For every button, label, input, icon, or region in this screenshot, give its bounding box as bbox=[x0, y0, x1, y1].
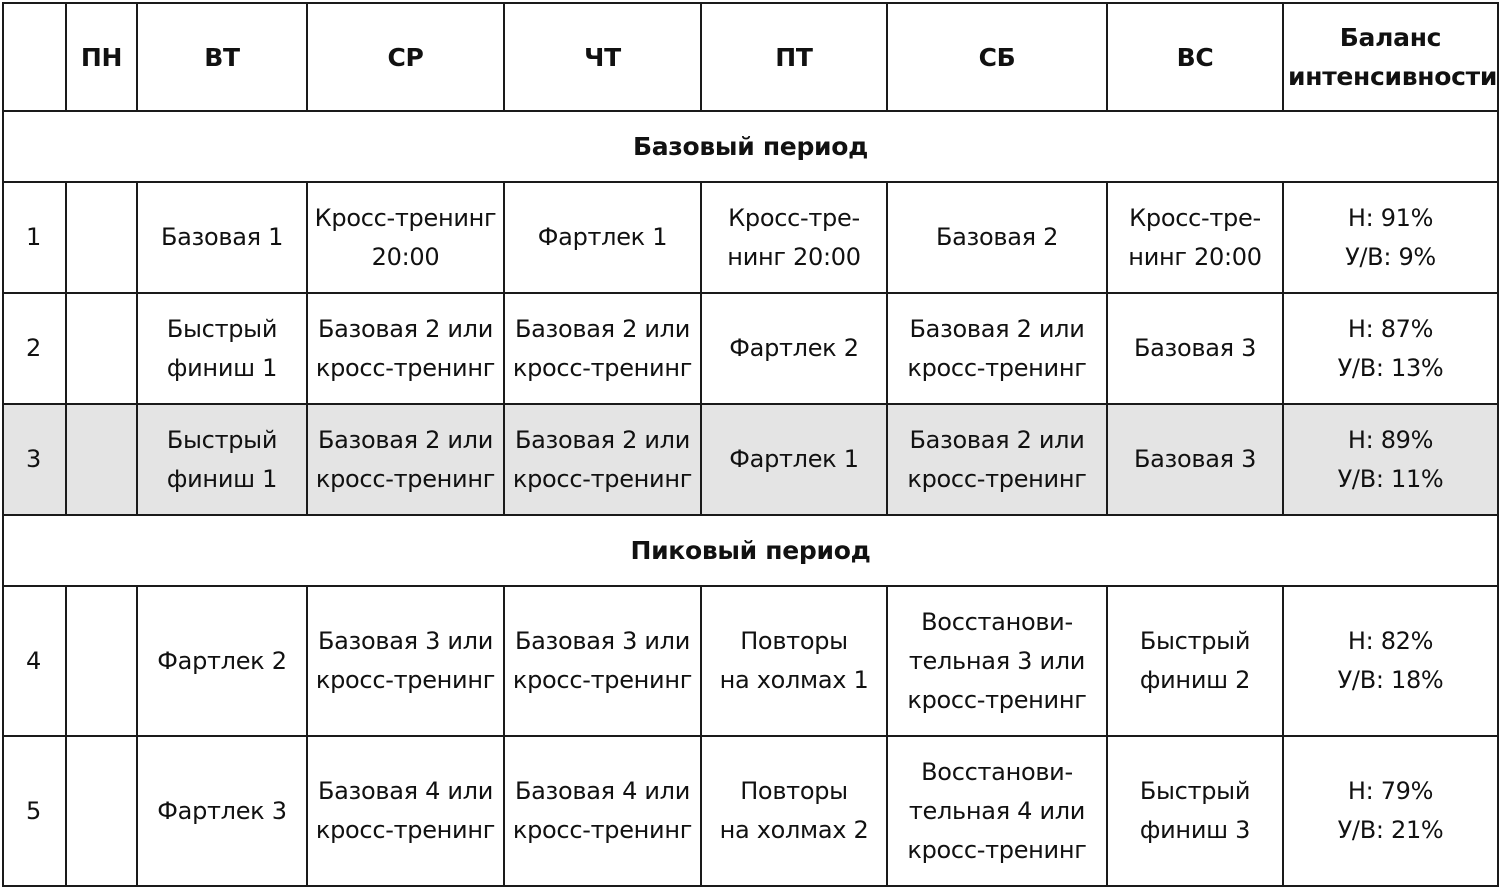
workout-line: Быстрый bbox=[1139, 627, 1251, 655]
header-day-fri: ПТ bbox=[701, 3, 887, 111]
week-number: 2 bbox=[3, 293, 66, 404]
header-week-cell bbox=[3, 3, 66, 111]
workout-line: Базовая 2 bbox=[935, 223, 1059, 251]
workout-line: Быстрый bbox=[1139, 777, 1251, 805]
workout-line: кросс-тренинг bbox=[315, 666, 496, 694]
workout-line: кросс-тренинг bbox=[907, 464, 1087, 493]
workout-line: Восстанови- bbox=[921, 607, 1073, 636]
workout-line: кросс-тренинг bbox=[315, 353, 496, 382]
workout-cell-thu bbox=[504, 293, 701, 404]
workout-line: кросс-тренинг bbox=[907, 685, 1087, 714]
intensity-balance-line: У/В: 9% bbox=[1345, 242, 1436, 271]
week-row-5 bbox=[3, 736, 1498, 886]
workout-line: финиш 1 bbox=[166, 464, 278, 493]
workout-cell-thu bbox=[504, 404, 701, 515]
intensity-balance-cell bbox=[1283, 586, 1498, 736]
workout-line: Восстанови- bbox=[921, 757, 1073, 786]
workout-cell-wed bbox=[307, 182, 504, 293]
intensity-balance-line: У/В: 11% bbox=[1337, 464, 1444, 493]
workout-cell-tue bbox=[137, 736, 307, 886]
workout-cell-sat bbox=[887, 586, 1107, 736]
week-number: 1 bbox=[3, 182, 66, 293]
workout-line: нинг 20:00 bbox=[1128, 242, 1262, 271]
workout-line: кросс-тренинг bbox=[907, 835, 1087, 864]
intensity-balance-line: У/В: 13% bbox=[1337, 353, 1444, 382]
workout-line: кросс-тренинг bbox=[512, 464, 693, 493]
workout-line: Базовая 2 или bbox=[909, 425, 1085, 454]
workout-line: Базовая 2 или bbox=[909, 314, 1085, 343]
header-day-tue: ВТ bbox=[137, 3, 307, 111]
workout-cell-sat bbox=[887, 736, 1107, 886]
workout-cell-wed bbox=[307, 736, 504, 886]
workout-line: кросс-тренинг bbox=[315, 464, 496, 493]
workout-line: Базовая 2 или bbox=[514, 425, 691, 454]
workout-cell-tue bbox=[137, 293, 307, 404]
workout-cell-tue bbox=[137, 404, 307, 515]
intensity-balance-cell bbox=[1283, 736, 1498, 886]
intensity-balance-line: Н: 89% bbox=[1347, 425, 1434, 454]
workout-cell-sun bbox=[1107, 182, 1283, 293]
week-row-1 bbox=[3, 182, 1498, 293]
workout-line: Повторы bbox=[740, 627, 848, 655]
header-day-wed: СР bbox=[307, 3, 504, 111]
workout-cell-wed bbox=[307, 586, 504, 736]
workout-cell-wed bbox=[307, 404, 504, 515]
header-balance-line: Баланс bbox=[1339, 23, 1442, 52]
workout-line: кросс-тренинг bbox=[512, 816, 693, 844]
workout-cell-fri bbox=[701, 586, 887, 736]
workout-cell-sat bbox=[887, 182, 1107, 293]
workout-cell-wed bbox=[307, 293, 504, 404]
workout-cell-tue bbox=[137, 586, 307, 736]
workout-line: Фартлек 1 bbox=[729, 445, 859, 473]
week-row-4 bbox=[3, 586, 1498, 736]
workout-cell-mon bbox=[66, 736, 137, 886]
section-row-base bbox=[3, 111, 1498, 182]
header-day-thu: ЧТ bbox=[504, 3, 701, 111]
workout-line: тельная 4 или bbox=[908, 796, 1086, 825]
workout-line: Кросс-тре- bbox=[1129, 203, 1261, 232]
workout-line: Кросс-тре- bbox=[728, 203, 860, 232]
workout-cell-thu bbox=[504, 586, 701, 736]
intensity-balance-line: Н: 87% bbox=[1347, 314, 1434, 343]
workout-line: Базовая 3 bbox=[1133, 334, 1257, 362]
week-number: 5 bbox=[3, 736, 66, 886]
section-title-peak: Пиковый период bbox=[3, 515, 1498, 586]
intensity-balance-line: Н: 82% bbox=[1347, 627, 1434, 655]
intensity-balance-line: У/В: 18% bbox=[1337, 666, 1444, 694]
workout-line: Фартлек 2 bbox=[729, 334, 859, 362]
workout-line: кросс-тренинг bbox=[907, 353, 1087, 382]
workout-line: Фартлек 1 bbox=[537, 223, 668, 251]
workout-cell-sat bbox=[887, 404, 1107, 515]
week-number: 4 bbox=[3, 586, 66, 736]
workout-line: Быстрый bbox=[166, 425, 278, 454]
workout-line: Базовая 2 или bbox=[514, 314, 691, 343]
workout-line: Базовая 3 или bbox=[317, 627, 494, 655]
intensity-balance-cell bbox=[1283, 404, 1498, 515]
workout-cell-sun bbox=[1107, 404, 1283, 515]
header-row bbox=[3, 3, 1498, 111]
workout-cell-mon bbox=[66, 293, 137, 404]
workout-line: Базовая 4 или bbox=[514, 777, 691, 805]
workout-cell-sun bbox=[1107, 736, 1283, 886]
intensity-balance-cell bbox=[1283, 293, 1498, 404]
workout-line: финиш 3 bbox=[1139, 816, 1251, 844]
workout-cell-fri bbox=[701, 182, 887, 293]
header-balance bbox=[1283, 3, 1498, 111]
week-row-3 bbox=[3, 404, 1498, 515]
intensity-balance-line: У/В: 21% bbox=[1337, 816, 1444, 844]
workout-line: кросс-тренинг bbox=[512, 353, 693, 382]
workout-line: Базовая 2 или bbox=[317, 425, 494, 454]
header-day-sat: СБ bbox=[887, 3, 1107, 111]
section-row-peak bbox=[3, 515, 1498, 586]
workout-line: нинг 20:00 bbox=[727, 242, 861, 271]
workout-line: Быстрый bbox=[166, 314, 278, 343]
header-balance-line: интенсивности bbox=[1288, 62, 1498, 91]
training-plan-table bbox=[2, 2, 1499, 887]
workout-cell-fri bbox=[701, 736, 887, 886]
intensity-balance-line: Н: 79% bbox=[1347, 777, 1434, 805]
workout-line: Базовая 4 или bbox=[317, 777, 494, 805]
workout-line: кросс-тренинг bbox=[512, 666, 693, 694]
workout-cell-thu bbox=[504, 182, 701, 293]
workout-line: Базовая 3 bbox=[1133, 445, 1257, 473]
workout-line: Базовая 1 bbox=[160, 223, 284, 251]
header-day-mon: ПН bbox=[66, 3, 137, 111]
section-title-base: Базовый период bbox=[3, 111, 1498, 182]
workout-cell-fri bbox=[701, 293, 887, 404]
header-day-sun: ВС bbox=[1107, 3, 1283, 111]
workout-line: 20:00 bbox=[371, 242, 440, 271]
workout-cell-sun bbox=[1107, 293, 1283, 404]
workout-line: тельная 3 или bbox=[908, 646, 1086, 675]
workout-line: финиш 2 bbox=[1139, 666, 1251, 694]
week-number: 3 bbox=[3, 404, 66, 515]
workout-cell-fri bbox=[701, 404, 887, 515]
week-row-2 bbox=[3, 293, 1498, 404]
workout-line: Кросс-тренинг bbox=[314, 203, 497, 232]
workout-cell-tue bbox=[137, 182, 307, 293]
workout-line: Базовая 3 или bbox=[514, 627, 691, 655]
training-plan-container bbox=[2, 2, 1499, 887]
workout-line: Фартлек 2 bbox=[157, 646, 287, 675]
workout-cell-sat bbox=[887, 293, 1107, 404]
workout-line: кросс-тренинг bbox=[315, 816, 496, 844]
intensity-balance-line: Н: 91% bbox=[1347, 203, 1434, 232]
workout-cell-mon bbox=[66, 404, 137, 515]
workout-line: Базовая 2 или bbox=[317, 314, 494, 343]
workout-line: финиш 1 bbox=[166, 353, 278, 382]
workout-line: на холмах 1 bbox=[719, 666, 869, 694]
workout-line: Повторы bbox=[740, 777, 848, 805]
workout-line: Фартлек 3 bbox=[157, 796, 287, 825]
workout-line: на холмах 2 bbox=[719, 816, 869, 844]
workout-cell-sun bbox=[1107, 586, 1283, 736]
intensity-balance-cell bbox=[1283, 182, 1498, 293]
workout-cell-mon bbox=[66, 586, 137, 736]
workout-cell-mon bbox=[66, 182, 137, 293]
workout-cell-thu bbox=[504, 736, 701, 886]
